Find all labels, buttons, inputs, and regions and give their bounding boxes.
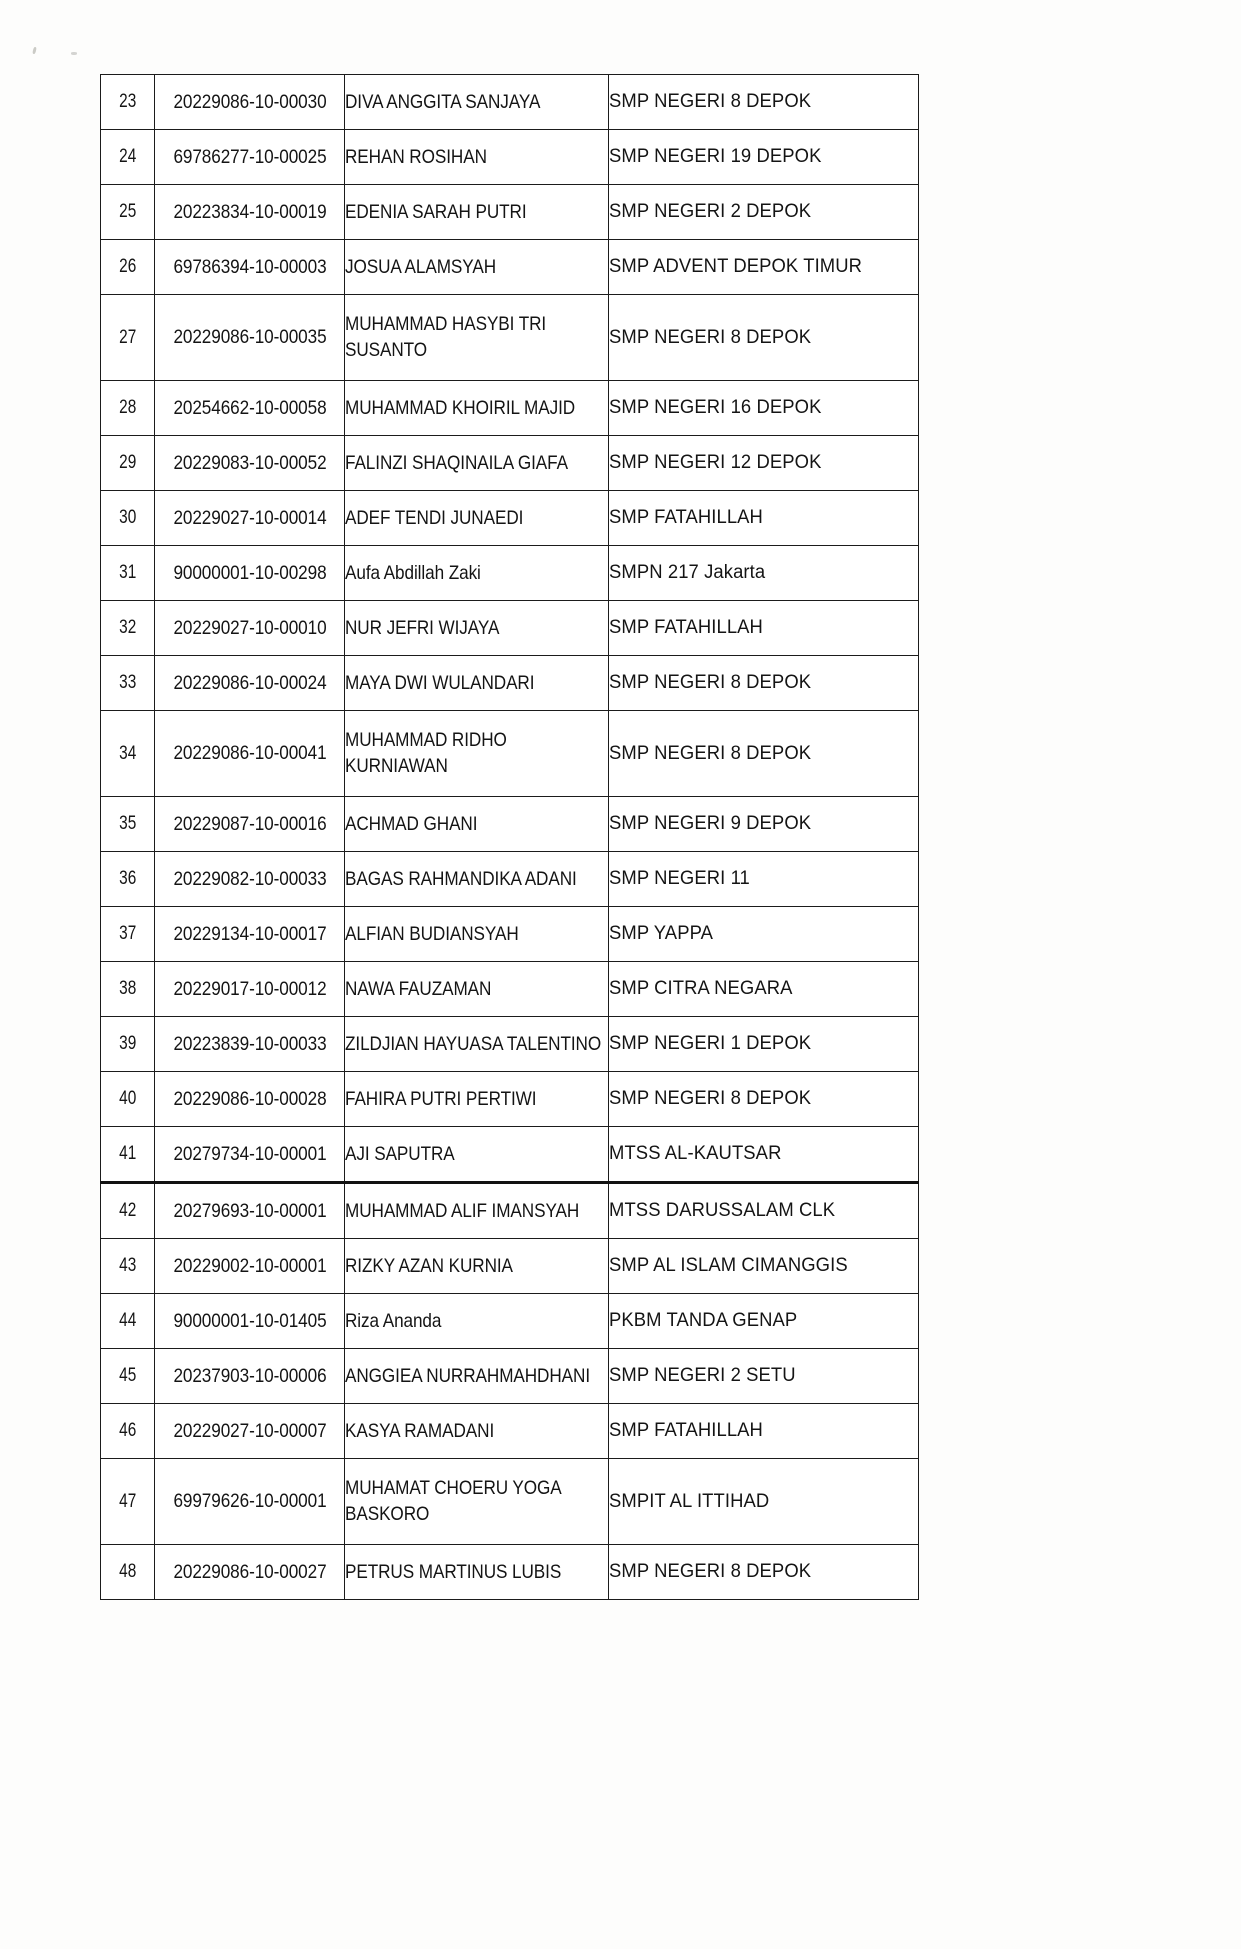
student-name-line-1: ALFIAN BUDIANSYAH (345, 922, 519, 945)
registration-number-cell-text: 69786394-10-00003 (172, 255, 327, 278)
school-name-cell-text: SMP FATAHILLAH (609, 617, 763, 638)
school-name-cell-text: SMP FATAHILLAH (609, 507, 763, 528)
school-name-cell (609, 1294, 919, 1349)
student-name-line-1: FALINZI SHAQINAILA GIAFA (345, 451, 568, 474)
school-name-cell (609, 962, 919, 1017)
row-number-cell-text: 36 (118, 868, 137, 889)
student-name-line-1: MUHAMMAD ALIF IMANSYAH (345, 1199, 580, 1222)
student-name-line-1: NUR JEFRI WIJAYA (345, 616, 500, 639)
school-name-cell (609, 75, 919, 130)
row-number-cell (103, 962, 153, 1017)
school-name-cell (609, 1545, 919, 1600)
row-number-cell-text: 48 (118, 1561, 137, 1582)
registration-number-cell-text: 90000001-10-00298 (172, 561, 327, 584)
row-number-cell-text: 42 (118, 1200, 137, 1221)
school-name-cell-text: SMP NEGERI 2 DEPOK (609, 201, 812, 222)
table-row (101, 436, 919, 491)
school-name-cell-text: SMP NEGERI 11 (609, 868, 750, 889)
school-name-cell-text: SMP NEGERI 12 DEPOK (609, 452, 822, 473)
row-number-cell-text: 40 (118, 1088, 137, 1109)
school-name-cell-text: SMP NEGERI 1 DEPOK (609, 1033, 812, 1054)
student-name-cell (345, 1072, 609, 1127)
student-name-cell (345, 1294, 609, 1349)
student-name-line-2: BASKORO (345, 1502, 430, 1525)
table-row (101, 962, 919, 1017)
registration-number-cell (155, 75, 345, 130)
student-name-cell (345, 546, 609, 601)
row-number-cell-text: 25 (118, 201, 137, 222)
registration-number-cell-text: 20229086-10-00024 (172, 671, 327, 694)
table-row (101, 797, 919, 852)
registration-number-cell (155, 1239, 345, 1294)
student-name-cell (345, 436, 609, 491)
school-name-cell-text: PKBM TANDA GENAP (609, 1310, 798, 1331)
school-name-cell (609, 797, 919, 852)
row-number-cell-text: 29 (118, 452, 137, 473)
table-row (101, 381, 919, 436)
registration-number-cell-text: 20229134-10-00017 (172, 922, 327, 945)
row-number-cell (103, 656, 153, 711)
row-number-cell-text: 41 (118, 1143, 137, 1164)
table-row (101, 295, 919, 381)
row-number-cell (103, 1017, 153, 1072)
registration-number-cell-text: 20229087-10-00016 (172, 812, 327, 835)
scan-speck-icon (32, 47, 37, 55)
table-row (101, 1017, 919, 1072)
school-name-cell (609, 1349, 919, 1404)
school-name-cell-text: SMP NEGERI 8 DEPOK (609, 742, 812, 764)
row-number-cell (103, 1183, 153, 1239)
row-number-cell (103, 1072, 153, 1127)
student-name-cell (345, 711, 609, 797)
school-name-cell-text: SMP NEGERI 8 DEPOK (609, 326, 812, 348)
registration-number-cell-text: 20223834-10-00019 (172, 200, 327, 223)
student-name-cell (345, 1127, 609, 1183)
student-name-line-1: Riza Ananda (345, 1309, 442, 1332)
school-name-cell-text: MTSS AL-KAUTSAR (609, 1143, 782, 1164)
registration-number-cell (155, 711, 345, 797)
table-row (101, 1545, 919, 1600)
school-name-cell (609, 1183, 919, 1239)
registration-number-cell-text: 20229027-10-00014 (172, 506, 327, 529)
row-number-cell (103, 491, 153, 546)
row-number-cell (103, 1294, 153, 1349)
school-name-cell (609, 491, 919, 546)
row-number-cell (103, 907, 153, 962)
scan-speck-icon (71, 52, 77, 55)
row-number-cell-text: 31 (118, 562, 137, 583)
registration-number-cell (155, 962, 345, 1017)
roster-table-body (101, 75, 919, 1600)
student-name-line-1: MUHAMMAD KHOIRIL MAJID (345, 396, 576, 419)
row-number-cell (103, 240, 153, 295)
table-row (101, 75, 919, 130)
table-row (101, 656, 919, 711)
school-name-cell-text: SMP NEGERI 2 SETU (609, 1365, 796, 1386)
registration-number-cell (155, 1349, 345, 1404)
registration-number-cell (155, 1459, 345, 1545)
row-number-cell (103, 1459, 153, 1545)
table-row (101, 601, 919, 656)
table-row (101, 1404, 919, 1459)
row-number-cell-text: 43 (118, 1255, 137, 1276)
student-name-line-1: NAWA FAUZAMAN (345, 977, 492, 1000)
registration-number-cell (155, 601, 345, 656)
row-number-cell (103, 1127, 153, 1183)
table-row (101, 1072, 919, 1127)
row-number-cell-text: 37 (118, 923, 137, 944)
student-name-line-1: ADEF TENDI JUNAEDI (345, 506, 524, 529)
registration-number-cell-text: 20223839-10-00033 (172, 1032, 327, 1055)
school-name-cell-text: SMP NEGERI 8 DEPOK (609, 672, 812, 693)
row-number-cell-text: 30 (118, 507, 137, 528)
row-number-cell (103, 1404, 153, 1459)
student-name-line-1: REHAN ROSIHAN (345, 145, 487, 168)
student-name-cell (345, 185, 609, 240)
student-name-cell (345, 75, 609, 130)
school-name-cell (609, 1017, 919, 1072)
registration-number-cell-text: 20229027-10-00007 (172, 1419, 327, 1442)
student-name-cell (345, 1017, 609, 1072)
student-name-cell (345, 601, 609, 656)
student-name-line-1: ZILDJIAN HAYUASA TALENTINO (345, 1032, 602, 1055)
registration-number-cell-text: 20229002-10-00001 (172, 1254, 327, 1277)
student-name-cell (345, 797, 609, 852)
registration-number-cell (155, 1017, 345, 1072)
registration-number-cell (155, 1072, 345, 1127)
registration-number-cell (155, 797, 345, 852)
registration-number-cell (155, 1294, 345, 1349)
school-name-cell-text: SMP YAPPA (609, 923, 714, 944)
school-name-cell-text: SMP ADVENT DEPOK TIMUR (609, 256, 863, 277)
registration-number-cell (155, 295, 345, 381)
student-name-cell (345, 240, 609, 295)
student-name-line-1: MAYA DWI WULANDARI (345, 671, 535, 694)
row-number-cell (103, 75, 153, 130)
student-name-line-1: MUHAMMAD RIDHO (345, 729, 507, 752)
school-name-cell (609, 240, 919, 295)
student-name-cell (345, 656, 609, 711)
student-name-line-1: JOSUA ALAMSYAH (345, 255, 497, 278)
registration-number-cell-text: 20229086-10-00027 (172, 1560, 327, 1583)
school-name-cell-text: SMP CITRA NEGARA (609, 978, 793, 999)
registration-number-cell-text: 20237903-10-00006 (172, 1364, 327, 1387)
school-name-cell-text: SMP AL ISLAM CIMANGGIS (609, 1255, 848, 1276)
row-number-cell-text: 27 (118, 326, 137, 348)
row-number-cell-text: 23 (118, 91, 137, 112)
school-name-cell (609, 381, 919, 436)
registration-number-cell-text: 20229086-10-00028 (172, 1087, 327, 1110)
row-number-cell (103, 797, 153, 852)
student-name-cell (345, 381, 609, 436)
student-name-cell (345, 962, 609, 1017)
registration-number-cell (155, 381, 345, 436)
student-name-cell (345, 491, 609, 546)
table-row (101, 1127, 919, 1183)
school-name-cell (609, 656, 919, 711)
school-name-cell (609, 1127, 919, 1183)
registration-number-cell (155, 491, 345, 546)
registration-number-cell (155, 130, 345, 185)
school-name-cell (609, 711, 919, 797)
table-row (101, 907, 919, 962)
row-number-cell-text: 39 (118, 1033, 137, 1054)
row-number-cell (103, 185, 153, 240)
school-name-cell-text: SMP NEGERI 9 DEPOK (609, 813, 812, 834)
row-number-cell (103, 546, 153, 601)
table-row (101, 1294, 919, 1349)
row-number-cell (103, 1349, 153, 1404)
student-name-line-1: PETRUS MARTINUS LUBIS (345, 1560, 562, 1583)
school-name-cell (609, 907, 919, 962)
row-number-cell-text: 28 (118, 397, 137, 418)
school-name-cell-text: SMPN 217 Jakarta (609, 562, 766, 583)
registration-number-cell (155, 1404, 345, 1459)
student-name-line-1: AJI SAPUTRA (345, 1142, 455, 1165)
registration-number-cell-text: 20279693-10-00001 (172, 1199, 327, 1222)
student-name-line-1: MUHAMAT CHOERU YOGA (345, 1477, 562, 1500)
registration-number-cell-text: 20229082-10-00033 (172, 867, 327, 890)
row-number-cell (103, 295, 153, 381)
row-number-cell (103, 852, 153, 907)
school-name-cell (609, 1459, 919, 1545)
school-name-cell-text: SMP NEGERI 8 DEPOK (609, 1088, 812, 1109)
row-number-cell-text: 33 (118, 672, 137, 693)
row-number-cell (103, 436, 153, 491)
registration-number-cell-text: 90000001-10-01405 (172, 1309, 327, 1332)
row-number-cell (103, 711, 153, 797)
school-name-cell (609, 1072, 919, 1127)
registration-number-cell-text: 20229086-10-00041 (172, 742, 327, 764)
registration-number-cell-text: 20229086-10-00035 (172, 326, 327, 348)
table-row (101, 1349, 919, 1404)
school-name-cell-text: SMP FATAHILLAH (609, 1420, 763, 1441)
student-name-line-1: EDENIA SARAH PUTRI (345, 200, 527, 223)
student-name-line-1: DIVA ANGGITA SANJAYA (345, 90, 541, 113)
school-name-cell (609, 436, 919, 491)
student-name-cell (345, 1183, 609, 1239)
school-name-cell-text: SMPIT AL ITTIHAD (609, 1490, 770, 1512)
school-name-cell (609, 130, 919, 185)
table-row (101, 852, 919, 907)
registration-number-cell (155, 852, 345, 907)
student-name-line-1: FAHIRA PUTRI PERTIWI (345, 1087, 537, 1110)
registration-number-cell (155, 436, 345, 491)
table-row (101, 185, 919, 240)
registration-number-cell-text: 20279734-10-00001 (172, 1142, 327, 1165)
registration-number-cell (155, 1127, 345, 1183)
row-number-cell-text: 44 (118, 1310, 137, 1331)
school-name-cell (609, 601, 919, 656)
student-name-line-1: MUHAMMAD HASYBI TRI (345, 313, 547, 336)
row-number-cell-text: 38 (118, 978, 137, 999)
school-name-cell-text: SMP NEGERI 8 DEPOK (609, 1561, 812, 1582)
registration-number-cell (155, 656, 345, 711)
row-number-cell (103, 1545, 153, 1600)
row-number-cell (103, 130, 153, 185)
row-number-cell-text: 45 (118, 1365, 137, 1386)
registration-number-cell-text: 20229017-10-00012 (172, 977, 327, 1000)
table-row (101, 1239, 919, 1294)
row-number-cell-text: 47 (118, 1490, 137, 1512)
registration-number-cell (155, 907, 345, 962)
student-name-line-2: SUSANTO (345, 338, 428, 361)
roster-table-container (100, 74, 918, 1600)
student-name-line-1: ACHMAD GHANI (345, 812, 478, 835)
student-name-cell (345, 1349, 609, 1404)
registration-number-cell-text: 69979626-10-00001 (172, 1490, 327, 1512)
student-name-line-1: Aufa Abdillah Zaki (345, 561, 481, 584)
roster-table (100, 74, 919, 1600)
row-number-cell (103, 1239, 153, 1294)
student-name-line-1: RIZKY AZAN KURNIA (345, 1254, 513, 1277)
registration-number-cell-text: 20229083-10-00052 (172, 451, 327, 474)
row-number-cell-text: 32 (118, 617, 137, 638)
registration-number-cell-text: 69786277-10-00025 (172, 145, 327, 168)
student-name-cell (345, 1239, 609, 1294)
row-number-cell-text: 24 (118, 146, 137, 167)
registration-number-cell (155, 546, 345, 601)
student-name-cell (345, 295, 609, 381)
student-name-line-1: KASYA RAMADANI (345, 1419, 495, 1442)
school-name-cell (609, 852, 919, 907)
school-name-cell (609, 185, 919, 240)
student-name-cell (345, 130, 609, 185)
registration-number-cell-text: 20229027-10-00010 (172, 616, 327, 639)
row-number-cell-text: 26 (118, 256, 137, 277)
row-number-cell (103, 601, 153, 656)
school-name-cell (609, 1404, 919, 1459)
row-number-cell (103, 381, 153, 436)
school-name-cell-text: MTSS DARUSSALAM CLK (609, 1200, 836, 1221)
student-name-cell (345, 907, 609, 962)
student-name-line-1: ANGGIEA NURRAHMAHDHANI (345, 1364, 591, 1387)
table-row (101, 130, 919, 185)
registration-number-cell-text: 20254662-10-00058 (172, 396, 327, 419)
table-row (101, 711, 919, 797)
student-name-cell (345, 1545, 609, 1600)
student-name-cell (345, 1404, 609, 1459)
student-name-line-2: KURNIAWAN (345, 754, 448, 777)
row-number-cell-text: 46 (118, 1420, 137, 1441)
student-name-cell (345, 1459, 609, 1545)
school-name-cell-text: SMP NEGERI 19 DEPOK (609, 146, 822, 167)
school-name-cell-text: SMP NEGERI 8 DEPOK (609, 91, 812, 112)
school-name-cell (609, 295, 919, 381)
school-name-cell (609, 1239, 919, 1294)
student-name-cell (345, 852, 609, 907)
row-number-cell-text: 34 (118, 742, 137, 764)
registration-number-cell-text: 20229086-10-00030 (172, 90, 327, 113)
table-row (101, 546, 919, 601)
table-row (101, 1459, 919, 1545)
school-name-cell-text: SMP NEGERI 16 DEPOK (609, 397, 822, 418)
registration-number-cell (155, 240, 345, 295)
registration-number-cell (155, 185, 345, 240)
registration-number-cell (155, 1545, 345, 1600)
table-row (101, 240, 919, 295)
table-row (101, 1183, 919, 1239)
registration-number-cell (155, 1183, 345, 1239)
school-name-cell (609, 546, 919, 601)
table-row (101, 491, 919, 546)
row-number-cell-text: 35 (118, 813, 137, 834)
student-name-line-1: BAGAS RAHMANDIKA ADANI (345, 867, 577, 890)
